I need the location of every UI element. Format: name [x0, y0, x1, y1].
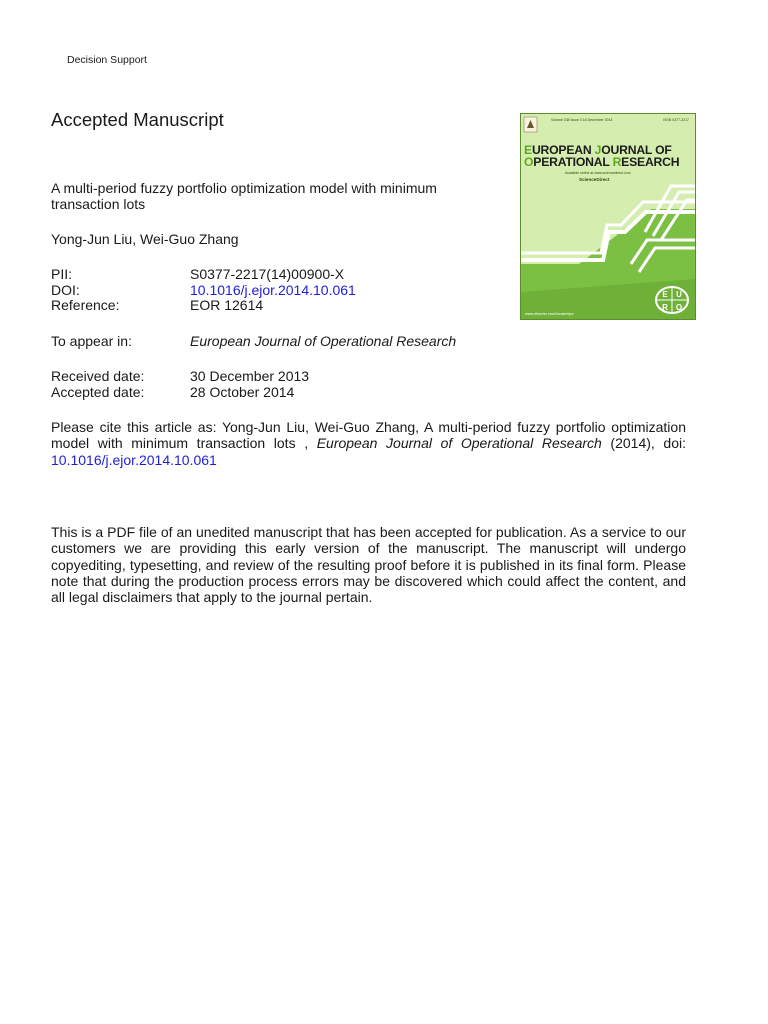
logo-letter-r: R — [662, 303, 668, 312]
page-heading: Accepted Manuscript — [51, 109, 224, 130]
cover-journal-title — [524, 144, 679, 168]
article-title: A multi-period fuzzy portfolio optimization model with minimum transaction lots — [51, 180, 437, 212]
received-value: 30 December 2013 — [190, 368, 310, 384]
pii-label: PII: — [51, 266, 73, 282]
appear-value: European Journal of Operational Research — [190, 333, 457, 349]
logo-letter-e: E — [662, 290, 668, 299]
reference-label: Reference: — [51, 297, 120, 313]
euro-logo-icon — [654, 285, 690, 315]
accepted-label: Accepted date: — [51, 384, 145, 400]
manuscript-notice: This is a PDF file of an unedited manuscript that has been accepted for publication. As a service to our customers we are providing this early version of the manuscript. The manuscript will undergo copyediting, typesetting, and review of the resulting proof before it is published in its final form. Please note that during the production process errors may be discovered which could affect the content, and all legal disclaimers that apply to the journal pertain. — [51, 524, 686, 606]
cover-issn: ISSN 0377-2217 — [663, 118, 689, 122]
doi-link[interactable]: 10.1016/j.ejor.2014.10.061 — [190, 282, 356, 298]
journal-cover — [520, 113, 696, 320]
citation-journal: European Journal of Operational Research — [316, 435, 602, 452]
appear-label: To appear in: — [51, 333, 132, 349]
citation-suffix: (2014), doi: — [601, 435, 686, 452]
accepted-value: 28 October 2014 — [190, 384, 295, 400]
cover-sciencedirect: ScienceDirect — [579, 177, 610, 182]
logo-letter-u: U — [676, 290, 682, 299]
doi-label: DOI: — [51, 282, 80, 298]
cover-title-line-1: EUROPEAN JOURNAL OF — [524, 143, 672, 157]
article-authors: Yong-Jun Liu, Wei-Guo Zhang — [51, 231, 239, 247]
cover-title-line-2: OPERATIONAL RESEARCH — [524, 155, 680, 169]
received-label: Received date: — [51, 368, 145, 384]
cover-subtitle: Available online at www.sciencedirect.com — [565, 171, 631, 175]
pii-value: S0377-2217(14)00900-X — [190, 266, 345, 282]
citation-paragraph — [51, 419, 686, 468]
reference-value: EOR 12614 — [190, 297, 264, 313]
cover-volume: Volume 238 Issue 3 16 December 2014 — [551, 118, 613, 122]
citation-prefix: Please cite this article as: Yong-Jun Liu, Wei-Guo Zhang, A multi-period fuzzy portfolio optimization model with minimum transaction lots , — [51, 419, 686, 452]
cover-url: www.elsevier.com/locate/ejor — [525, 312, 574, 316]
citation-doi-link[interactable]: 10.1016/j.ejor.2014.10.061 — [51, 451, 217, 468]
logo-letter-o: O — [675, 303, 683, 312]
section-label: Decision Support — [67, 54, 147, 66]
